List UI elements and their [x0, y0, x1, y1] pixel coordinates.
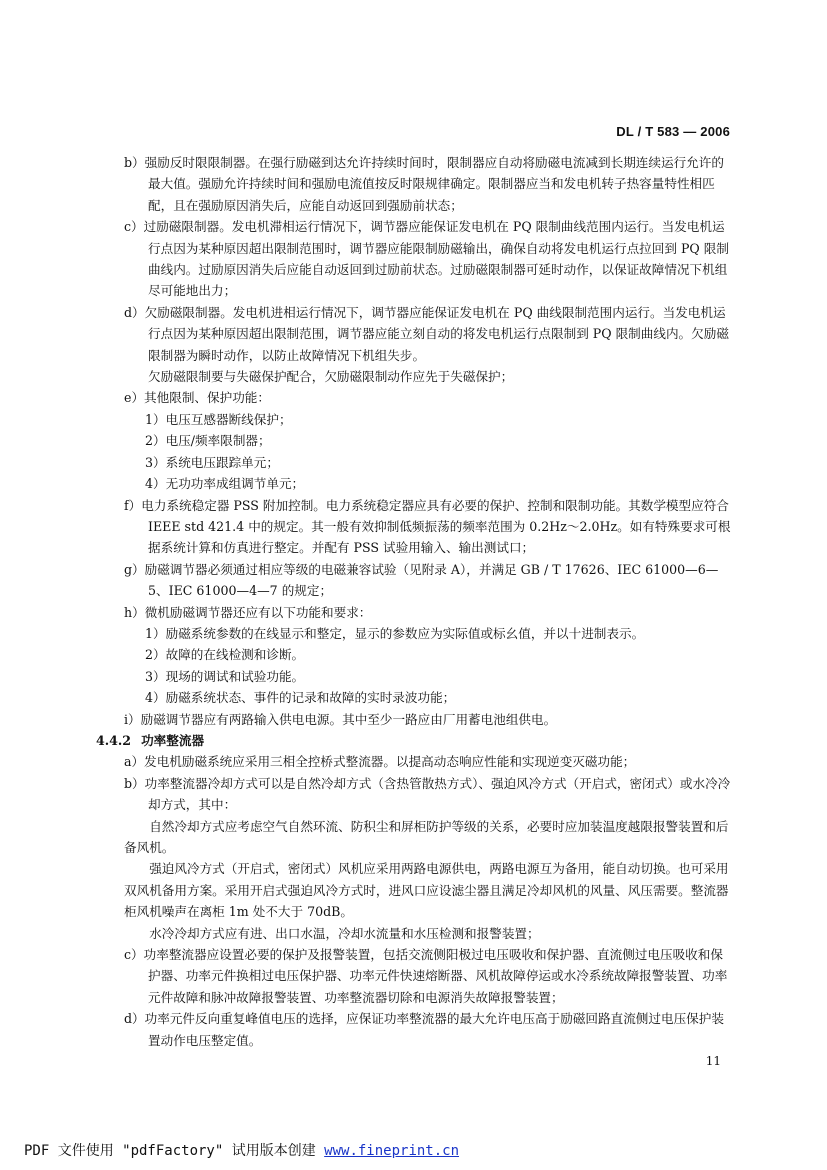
section-number: 4.4.2 [96, 732, 132, 748]
clause-g-emc: g）励磁调节器必须通过相应等级的电磁兼容试验（见附录 A），并满足 GB / T 17626、IEC 61000—6—5、IEC 61000—4—7 的规定； [124, 561, 719, 599]
clause-e-other-protection: e）其他限制、保护功能： [124, 390, 270, 406]
document-body [96, 152, 734, 1051]
clause-e-item: 3）系统电压跟踪单元； [145, 454, 279, 470]
page-number: 11 [705, 1054, 721, 1068]
clause-b-overexcitation-inverse-time-limiter: b）强励反时限限制器。在强行励磁到达允许持续时间时，限制器应自动将励磁电流减到长期连续运行允许的最大值。强励允许持续时间和强励电流值按反时限规律确定。限制器应当和发电机转子热容量特性相匹配，且在强励原因消失后，应能自动返回到强励前状态； [124, 155, 724, 213]
pdf-footer [24, 1140, 459, 1160]
clause-i-power-supply: i）励磁调节器应有两路输入供电电源。其中至少一路应由厂用蓄电池组供电。 [124, 711, 557, 727]
clause-d-reverse-voltage: d）功率元件反向重复峰值电压的选择，应保证功率整流器的最大允许电压高于励磁回路直流侧过电压保护装置动作电压整定值。 [124, 1011, 724, 1048]
section-heading-4-4-2 [96, 730, 734, 751]
footer-link[interactable]: www.fineprint.cn [324, 1143, 460, 1159]
clause-h-item: 1）励磁系统参数的在线显示和整定，显示的参数应为实际值或标幺值，并以十进制表示。 [145, 625, 645, 641]
standard-number: DL / T 583 — 2006 [616, 124, 730, 139]
clause-e-item: 4）无功功率成组调节单元； [145, 476, 305, 492]
paragraph-natural-cooling: 自然冷却方式应考虑空气自然环流、防积尘和屏柜防护等级的关系，必要时应加装温度越限报警装置和后备风机。 [124, 818, 729, 855]
clause-d-underexcitation-limiter: d）欠励磁限制器。发电机进相运行情况下，调节器应能保证发电机在 PQ 曲线限制范围内运行。当发电机运行点因为某种原因超出限制范围，调节器应能立刻自动的将发电机运行点限制到 PQ 限制曲线内。欠励磁限制器为瞬时动作，以防止故障情况下机组失步。 [124, 304, 729, 363]
footer-text: PDF 文件使用 "pdfFactory" 试用版本创建 [24, 1143, 316, 1159]
clause-b-cooling: b）功率整流器冷却方式可以是自然冷却方式（含热管散热方式）、强迫风冷方式（开启式，密闭式）或水冷冷却方式，其中： [124, 775, 731, 813]
clause-e-item: 2）电压/频率限制器； [145, 433, 271, 449]
clause-c-rectifier-protection: c）功率整流器应设置必要的保护及报警装置，包括交流侧阳极过电压吸收和保护器、直流侧过电压吸收和保护器、功率元件换相过电压保护器、功率元件快速熔断器、风机故障停运或水冷系统故障报警装置、功率元件故障和脉冲故障报警装置、功率整流器切除和电源消失故障报警装置； [124, 947, 728, 1005]
clause-h-digital-regulator: h）微机励磁调节器还应有以下功能和要求： [124, 604, 372, 620]
paragraph-forced-air-cooling: 强迫风冷方式（开启式，密闭式）风机应采用两路电源供电，两路电源互为备用，能自动切换。也可采用双风机备用方案。采用开启式强迫风冷方式时，进风口应设滤尘器且满足冷却风机的风量、风压需要。整流器柜风机噪声在离柜 1m 处不大于 70dB。 [124, 861, 729, 920]
clause-e-item: 1）电压互感器断线保护； [145, 411, 292, 427]
clause-h-item: 4）励磁系统状态、事件的记录和故障的实时录波功能； [145, 690, 456, 706]
clause-f-pss: f）电力系统稳定器 PSS 附加控制。电力系统稳定器应具有必要的保护、控制和限制功能。其数学模型应符合 IEEE std 421.4 中的规定。其一般有效抑制低频振荡的频率范围为 0.2Hz～2.0Hz。如有特殊要求可根据系统计算和仿真进行整定。并配有 PSS 试验用输入、输出测试口； [124, 497, 731, 556]
section-title: 功率整流器 [141, 732, 205, 748]
clause-a-rectifier-bridge: a）发电机励磁系统应采用三相全控桥式整流器。以提高动态响应性能和实现逆变灭磁功能； [124, 754, 636, 770]
clause-h-item: 3）现场的调试和试验功能。 [145, 668, 305, 684]
clause-c-overexcitation-limiter: c）过励磁限制器。发电机滞相运行情况下，调节器应能保证发电机在 PQ 限制曲线范围内运行。当发电机运行点因为某种原因超出限制范围时，调节器应能限制励磁输出，确保自动将发电机运行点拉回到 PQ 限制曲线内。过励原因消失后应能自动返回到过励前状态。过励磁限制器可延时动作，以保证故障情况下机组尽可能地出力； [124, 219, 729, 299]
paragraph-water-cooling: 水冷冷却方式应有进、出口水温，冷却水流量和水压检测和报警装置； [149, 925, 540, 941]
clause-h-item: 2）故障的在线检测和诊断。 [145, 647, 305, 663]
clause-d-note: 欠励磁限制要与失磁保护配合，欠励磁限制动作应先于失磁保护； [148, 369, 514, 385]
